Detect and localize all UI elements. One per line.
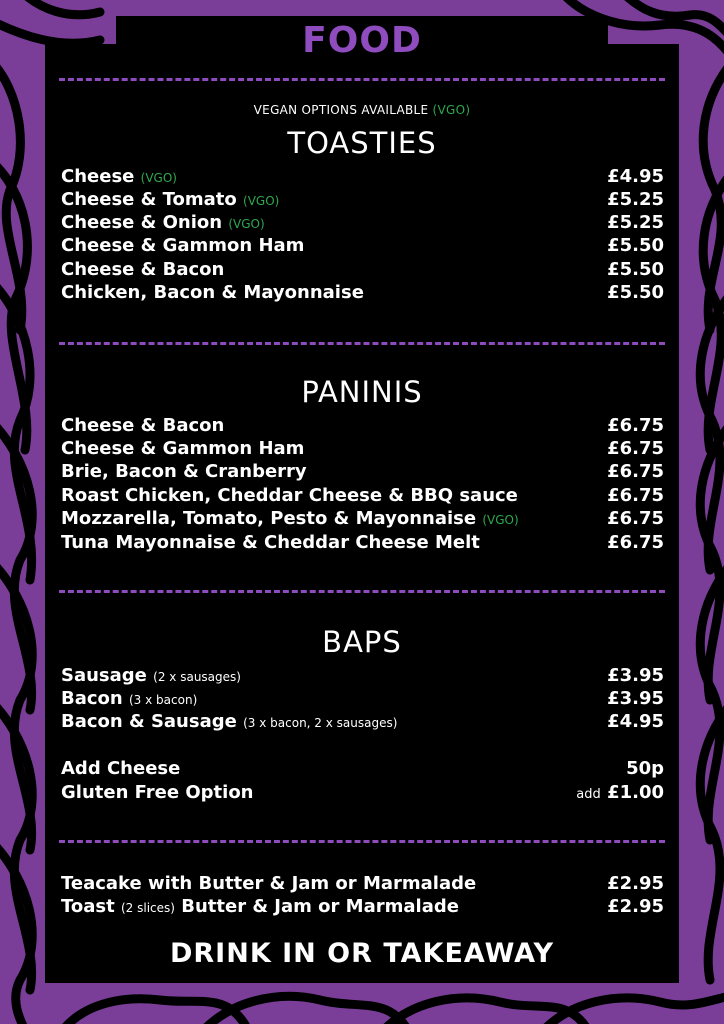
menu-item: Bacon & Sausage (3 x bacon, 2 x sausages) £4.95 — [61, 711, 664, 732]
menu-item: Cheese & Tomato (VGO) £5.25 — [61, 189, 664, 210]
vegan-note: VEGAN OPTIONS AVAILABLE (VGO) — [253, 103, 471, 117]
menu-item: Add Cheese 50p — [61, 758, 664, 779]
menu-item: Cheese & Gammon Ham £5.50 — [61, 235, 664, 256]
menu-item: Brie, Bacon & Cranberry £6.75 — [61, 461, 664, 482]
menu-item: Teacake with Butter & Jam or Marmalade £2.95 — [61, 873, 664, 894]
section-title-paninis: PANINIS — [301, 375, 423, 409]
menu-item: Cheese & Gammon Ham £6.75 — [61, 438, 664, 459]
menu-item: Cheese & Bacon £5.50 — [61, 259, 664, 280]
footer-banner: DRINK IN OR TAKEAWAY — [169, 938, 555, 969]
divider — [59, 342, 665, 345]
menu-item: Mozzarella, Tomato, Pesto & Mayonnaise (VGO) £6.75 — [61, 508, 664, 529]
menu-item: Sausage (2 x sausages) £3.95 — [61, 665, 664, 686]
section-title-toasties: TOASTIES — [287, 126, 437, 160]
menu-item: Cheese & Bacon £6.75 — [61, 415, 664, 436]
menu-item: Gluten Free Option add £1.00 — [61, 782, 664, 803]
divider — [59, 840, 665, 843]
divider — [59, 78, 665, 81]
section-title-baps: BAPS — [322, 625, 402, 659]
menu-item: Roast Chicken, Cheddar Cheese & BBQ sauce £6.75 — [61, 485, 664, 506]
menu-item: Bacon (3 x bacon) £3.95 — [61, 688, 664, 709]
menu-item: Cheese (VGO) £4.95 — [61, 166, 664, 187]
page-title: FOOD — [302, 20, 422, 61]
menu-item: Toast (2 slices) Butter & Jam or Marmalade £2.95 — [61, 896, 664, 917]
menu-item: Tuna Mayonnaise & Cheddar Cheese Melt £6.75 — [61, 532, 664, 553]
divider — [59, 590, 665, 593]
menu-item: Chicken, Bacon & Mayonnaise £5.50 — [61, 282, 664, 303]
menu-item: Cheese & Onion (VGO) £5.25 — [61, 212, 664, 233]
